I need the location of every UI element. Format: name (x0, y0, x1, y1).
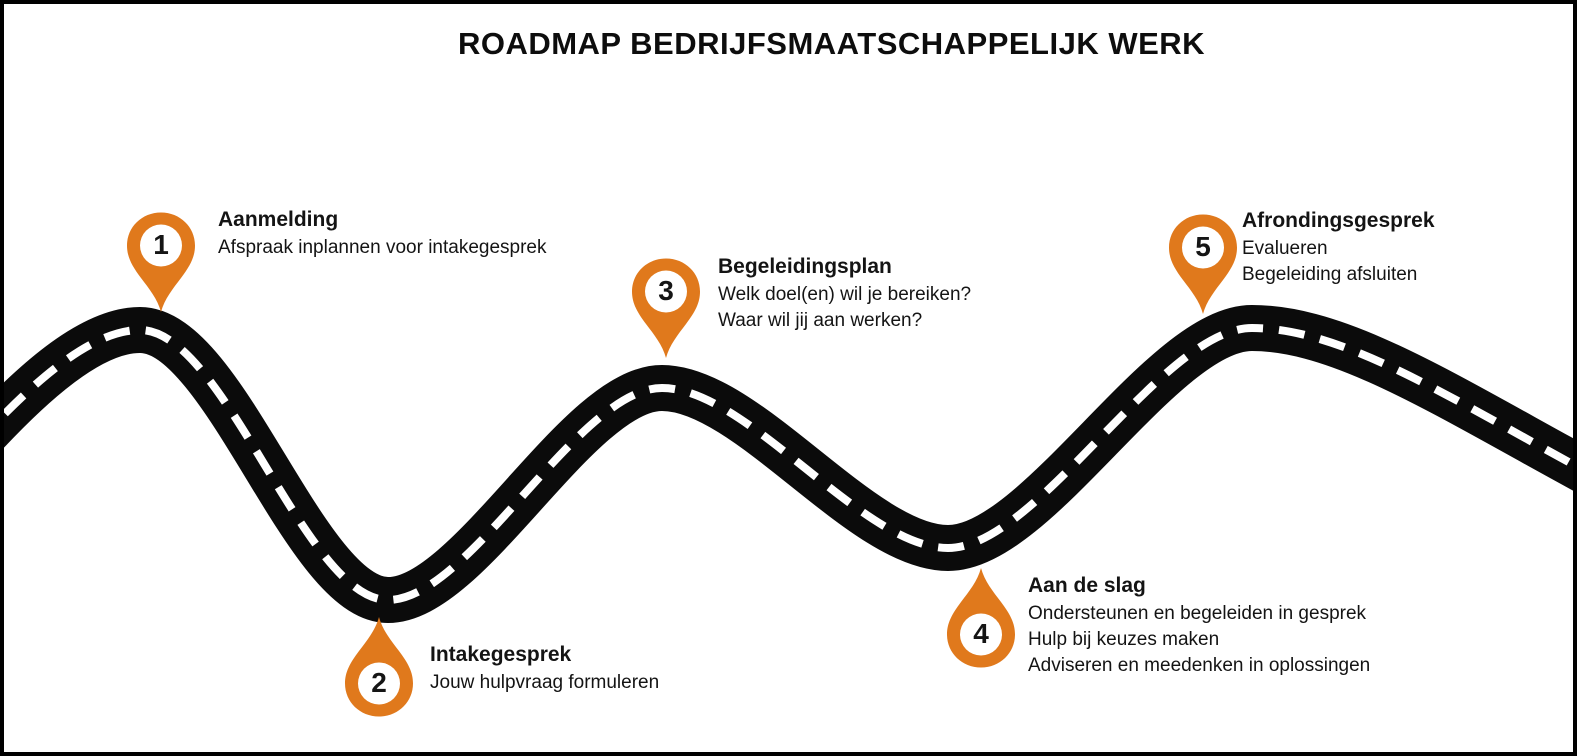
milestone-description-line: Adviseren en meedenken in oplossingen (1028, 655, 1371, 676)
milestone-number: 2 (371, 667, 387, 698)
milestone-description-line: Ondersteunen en begeleiden in gesprek (1028, 603, 1367, 624)
milestone-title: Begeleidingsplan (718, 255, 892, 278)
milestone-title: Aanmelding (218, 208, 339, 231)
milestone-text-2 (430, 642, 659, 696)
milestone-description-line: Evalueren (1242, 238, 1328, 259)
milestone-text-3 (718, 254, 971, 334)
milestone-number: 3 (658, 275, 674, 306)
milestone-pin-5 (1165, 212, 1241, 316)
map-pin-icon (123, 210, 199, 314)
milestone-description-line: Jouw hulpvraag formuleren (430, 672, 660, 693)
road-surface (0, 328, 1577, 600)
milestone-title: Intakegesprek (430, 643, 572, 666)
milestone-number: 4 (973, 618, 989, 649)
map-pin-icon (628, 256, 704, 360)
page-title: ROADMAP BEDRIJFSMAATSCHAPPELIJK WERK (457, 26, 1206, 61)
milestone-description-line: Hulp bij keuzes maken (1028, 629, 1220, 650)
milestone-description-line: Begeleiding afsluiten (1242, 264, 1418, 285)
milestone-pin-1 (123, 210, 199, 314)
milestone-text-4 (1028, 573, 1370, 679)
milestone-text-1 (218, 207, 546, 261)
map-pin-icon (1165, 212, 1241, 316)
milestone-number: 1 (153, 229, 169, 260)
milestone-pin-4 (943, 566, 1019, 670)
milestone-number: 5 (1195, 231, 1211, 262)
milestone-title: Afrondingsgesprek (1242, 209, 1435, 232)
milestone-description-line: Waar wil jij aan werken? (718, 310, 923, 331)
milestone-pin-3 (628, 256, 704, 360)
milestone-text-5 (1242, 208, 1435, 288)
milestone-description-line: Welk doel(en) wil je bereiken? (718, 284, 972, 305)
milestone-description-line: Afspraak inplannen voor intakegesprek (218, 237, 547, 258)
milestone-pin-2 (341, 615, 417, 719)
milestone-title: Aan de slag (1028, 574, 1146, 597)
